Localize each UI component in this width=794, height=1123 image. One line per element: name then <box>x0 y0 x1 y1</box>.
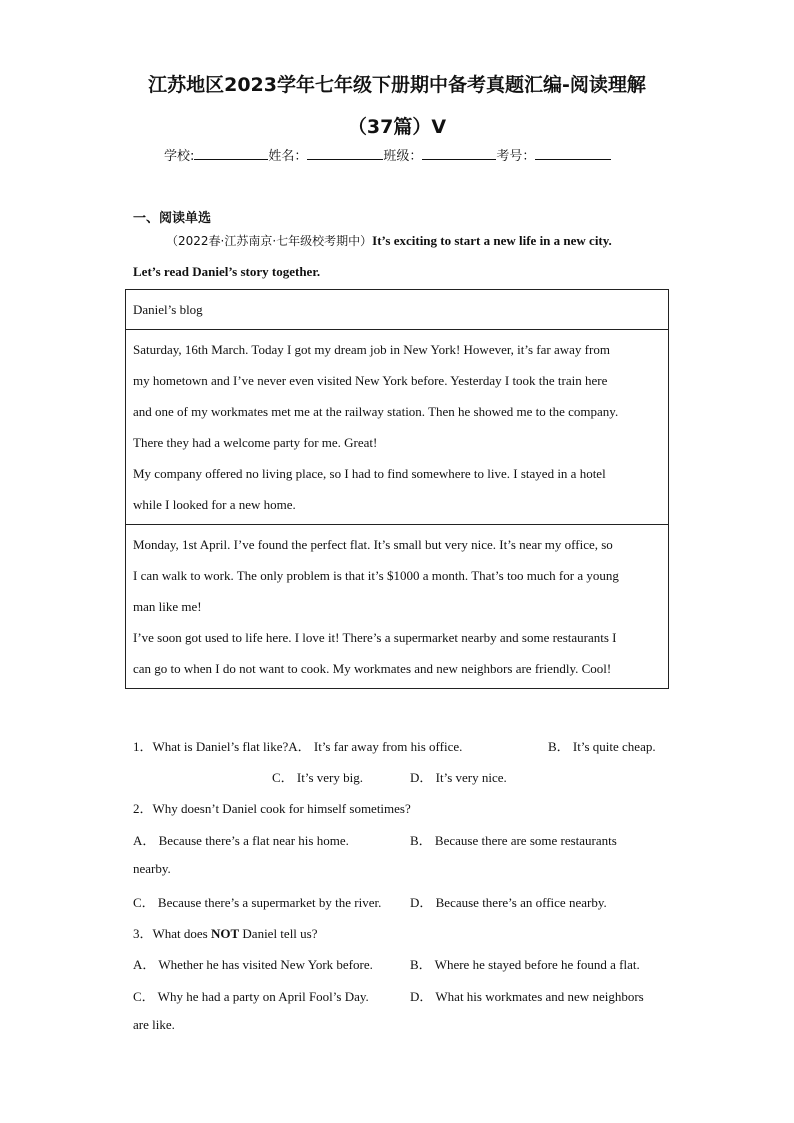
option-b: B． Where he stayed before he found a flat. <box>410 957 640 972</box>
option-d-continued: are like. <box>133 1017 175 1032</box>
school-blank <box>194 146 268 160</box>
question-emphasis: NOT <box>210 926 240 941</box>
entry-line: and one of my workmates met me at the railway station. Then he showed me to the company. <box>133 404 619 419</box>
name-label: 姓名： <box>268 149 308 164</box>
option-d: D． It’s very nice. <box>410 770 507 785</box>
entry-line: Monday, 1st April. I’ve found the perfect flat. It’s small but very nice. It’s near my office, so <box>133 537 613 552</box>
class-blank <box>422 146 496 160</box>
page-subtitle: （37篇）Ⅴ <box>347 116 447 138</box>
entry-line: My company offered no living place, so I had to find somewhere to live. I stayed in a hotel <box>133 466 606 481</box>
entry-line: There they had a welcome party for me. Great! <box>133 435 378 450</box>
question-text: 3．What does <box>133 926 211 941</box>
option-a: A． Whether he has visited New York before. <box>133 957 373 972</box>
entry-line: I’ve soon got used to life here. I love it! There’s a supermarket nearby and some restaurants I <box>133 630 617 645</box>
entry-line: my hometown and I’ve never even visited New York before. Yesterday I took the train here <box>133 373 608 388</box>
option-b-continued: nearby. <box>133 861 171 876</box>
question-text: 1．What is Daniel’s flat like? <box>133 739 289 754</box>
passage-intro <box>166 232 612 249</box>
number-blank <box>535 146 611 160</box>
question-1-stem <box>133 736 462 755</box>
option-b: B． Because there are some restaurants <box>410 833 617 848</box>
class-label: 班级： <box>383 149 423 164</box>
option-d: D． What his workmates and new neighbors <box>410 989 644 1004</box>
number-label: 考号： <box>496 149 536 164</box>
section-title: 一、阅读单选 <box>133 211 212 226</box>
school-label: 学校: <box>164 149 195 164</box>
intro-text-continued: Let’s read Daniel’s story together. <box>133 264 321 279</box>
entry-line: can go to when I do not want to cook. My workmates and new neighbors are friendly. Cool! <box>133 661 612 676</box>
option-a: A． Because there’s a flat near his home. <box>133 833 349 848</box>
blog-header: Daniel’s blog <box>126 290 669 330</box>
entry-line: while I looked for a new home. <box>133 497 296 512</box>
option-a: A． It’s far away from his office. <box>288 739 463 754</box>
entry-line: man like me! <box>133 599 202 614</box>
option-c: C． Why he had a party on April Fool’s Day. <box>133 989 369 1004</box>
option-c: C． It’s very big. <box>272 770 363 785</box>
blog-entry-1 <box>126 330 669 525</box>
question-3-stem <box>133 923 318 942</box>
option-d: D． Because there’s an office nearby. <box>410 895 607 910</box>
question-2-stem: 2．Why doesn’t Daniel cook for himself sometimes? <box>133 801 411 816</box>
question-source: （2022春·江苏南京·七年级校考期中） <box>166 234 373 248</box>
option-b: B． It’s quite cheap. <box>548 739 656 754</box>
blog-table <box>125 289 669 689</box>
entry-line: I can walk to work. The only problem is that it’s $1000 a month. That’s too much for a young <box>133 568 619 583</box>
name-blank <box>307 146 383 160</box>
student-info-row <box>164 145 611 164</box>
option-c: C． Because there’s a supermarket by the river. <box>133 895 382 910</box>
page-title: 江苏地区2023学年七年级下册期中备考真题汇编-阅读理解 <box>148 74 646 96</box>
intro-text: It’s exciting to start a new life in a new city. <box>372 233 612 248</box>
entry-line: Saturday, 16th March. Today I got my dream job in New York! However, it’s far away from <box>133 342 610 357</box>
question-text-end: Daniel tell us? <box>239 926 318 941</box>
blog-entry-2 <box>126 525 669 689</box>
